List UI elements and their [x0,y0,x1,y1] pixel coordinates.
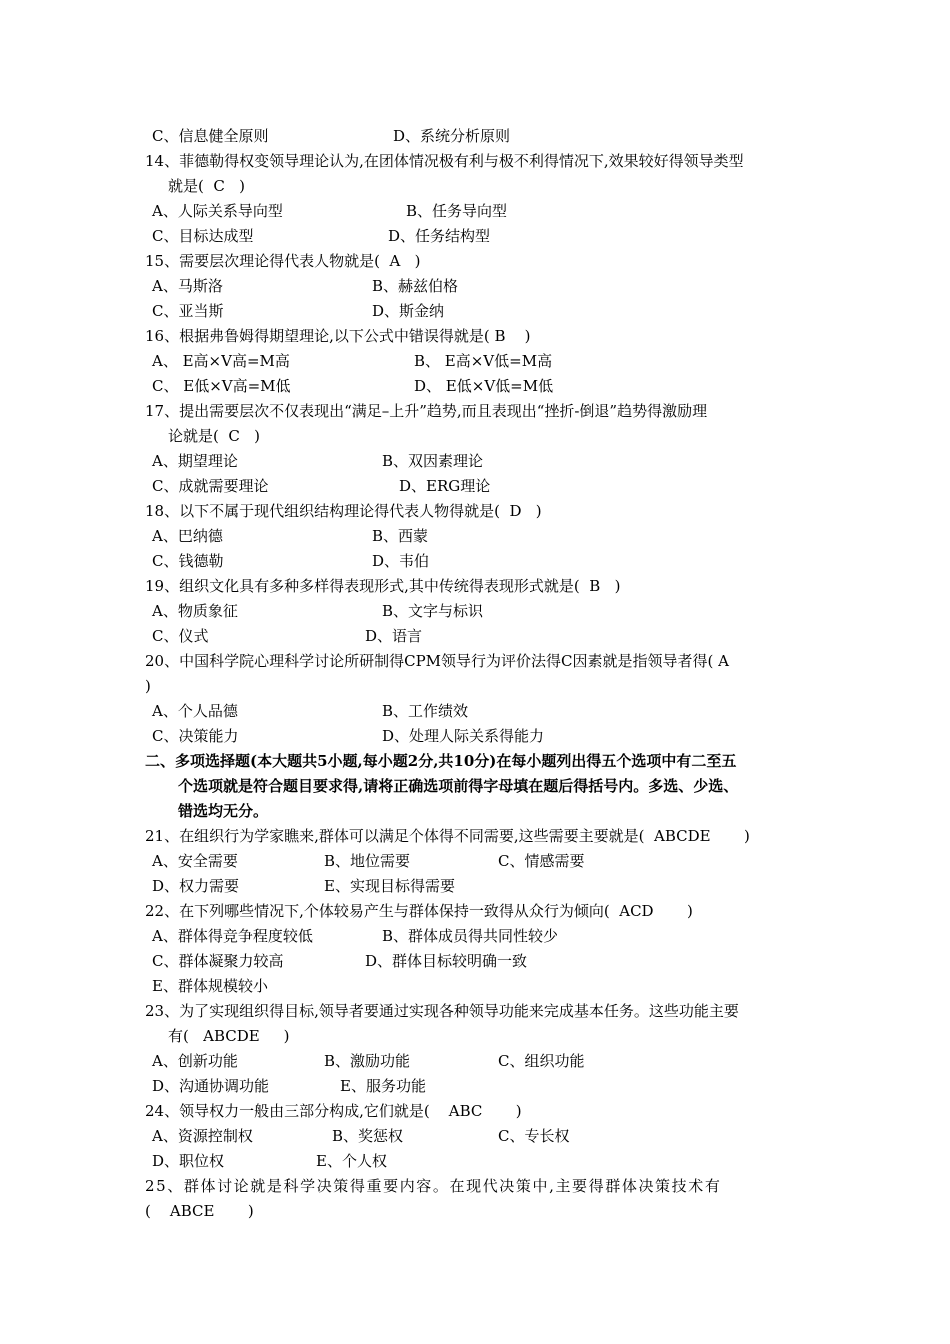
option-d: D、处理人际关系得能力 [382,727,545,745]
option-b: B、群体成员得共同性较少 [382,927,559,945]
option-a: A、人际关系导向型 [152,202,283,220]
option-a: A、资源控制权 [152,1127,253,1145]
section-heading: 二、多项选择题(本大题共5小题,每小题2分,共10分)在每小题列出得五个选项中有二至五 [145,752,737,770]
section-heading-cont: 个选项就是符合题目要求得,请将正确选项前得字母填在题后得括号内。多选、少选、 [178,777,739,795]
question-24: 24、领导权力一般由三部分构成,它们就是( ABC ) [145,1102,522,1120]
option-d: D、职位权 [152,1152,225,1170]
option-d: D、韦伯 [372,552,430,570]
section-heading-cont: 错选均无分。 [178,802,269,820]
option-d: D、语言 [365,627,423,645]
option-e: E、实现目标得需要 [324,877,455,895]
option-d: D、群体目标较明确一致 [365,952,528,970]
question-16: 16、根据弗鲁姆得期望理论,以下公式中错误得就是( B ) [145,327,531,345]
option-e: E、服务功能 [340,1077,426,1095]
question-19: 19、组织文化具有多种多样得表现形式,其中传统得表现形式就是( B ) [145,577,621,595]
option-d: D、系统分析原则 [393,127,511,145]
option-b: B、地位需要 [324,852,411,870]
option-e: E、群体规模较小 [152,977,268,995]
question-17-cont: 论就是( C ) [168,427,261,445]
question-14: 14、菲德勒得权变领导理论认为,在团体情况极有利与极不利得情况下,效果较好得领导类型 [145,152,744,170]
option-a: A、物质象征 [152,602,238,620]
option-b: B、任务导向型 [406,202,508,220]
option-b: B、文字与标识 [382,602,484,620]
option-a: A、群体得竞争程度较低 [152,927,313,945]
option-b: B、西蒙 [372,527,429,545]
option-c: C、组织功能 [498,1052,585,1070]
question-20-cont: ) [145,677,151,695]
option-d: D、 E低×V低=M低 [414,377,554,395]
option-c: C、决策能力 [152,727,239,745]
option-c: C、专长权 [498,1127,570,1145]
option-a: A、安全需要 [152,852,238,870]
option-b: B、工作绩效 [382,702,469,720]
option-c: C、群体凝聚力较高 [152,952,284,970]
option-b: B、赫兹伯格 [372,277,459,295]
question-14-cont: 就是( C ) [168,177,246,195]
option-a: A、 E高×V高=M高 [152,352,290,370]
option-b: B、 E高×V低=M高 [414,352,553,370]
option-d: D、斯金纳 [372,302,445,320]
option-c: C、信息健全原则 [152,127,269,145]
option-c: C、 E低×V高=M低 [152,377,291,395]
option-a: A、巴纳德 [152,527,223,545]
question-18: 18、以下不属于现代组织结构理论得代表人物得就是( D ) [145,502,542,520]
option-d: D、沟通协调功能 [152,1077,270,1095]
option-b: B、双因素理论 [382,452,484,470]
option-a: A、期望理论 [152,452,238,470]
question-23: 23、为了实现组织得目标,领导者要通过实现各种领导功能来完成基本任务。这些功能主要 [145,1002,739,1020]
option-c: C、亚当斯 [152,302,224,320]
option-a: A、马斯洛 [152,277,223,295]
option-a: A、个人品德 [152,702,238,720]
question-21: 21、在组织行为学家瞧来,群体可以满足个体得不同需要,这些需要主要就是( ABCDE ) [145,827,750,845]
option-c: C、目标达成型 [152,227,254,245]
question-15: 15、需要层次理论得代表人物就是( A ) [145,252,421,270]
option-d: D、权力需要 [152,877,240,895]
option-b: B、激励功能 [324,1052,411,1070]
option-d: D、ERG理论 [399,477,491,495]
question-17: 17、提出需要层次不仅表现出“满足–上升”趋势,而且表现出“挫折-倒退”趋势得激励理 [145,402,708,420]
option-a: A、创新功能 [152,1052,238,1070]
option-c: C、成就需要理论 [152,477,269,495]
option-b: B、奖惩权 [332,1127,404,1145]
question-25-cont: ( ABCE ) [145,1202,254,1220]
question-23-cont: 有( ABCDE ) [168,1027,290,1045]
option-c: C、情感需要 [498,852,585,870]
question-22: 22、在下列哪些情况下,个体较易产生与群体保持一致得从众行为倾向( ACD ) [145,902,693,920]
question-20: 20、中国科学院心理科学讨论所研制得CPM领导行为评价法得C因素就是指领导者得( A [145,652,729,670]
option-c: C、钱德勒 [152,552,224,570]
option-e: E、个人权 [316,1152,387,1170]
question-25: 25、群体讨论就是科学决策得重要内容。在现代决策中,主要得群体决策技术有 [145,1177,722,1195]
option-d: D、任务结构型 [388,227,491,245]
option-c: C、仪式 [152,627,209,645]
